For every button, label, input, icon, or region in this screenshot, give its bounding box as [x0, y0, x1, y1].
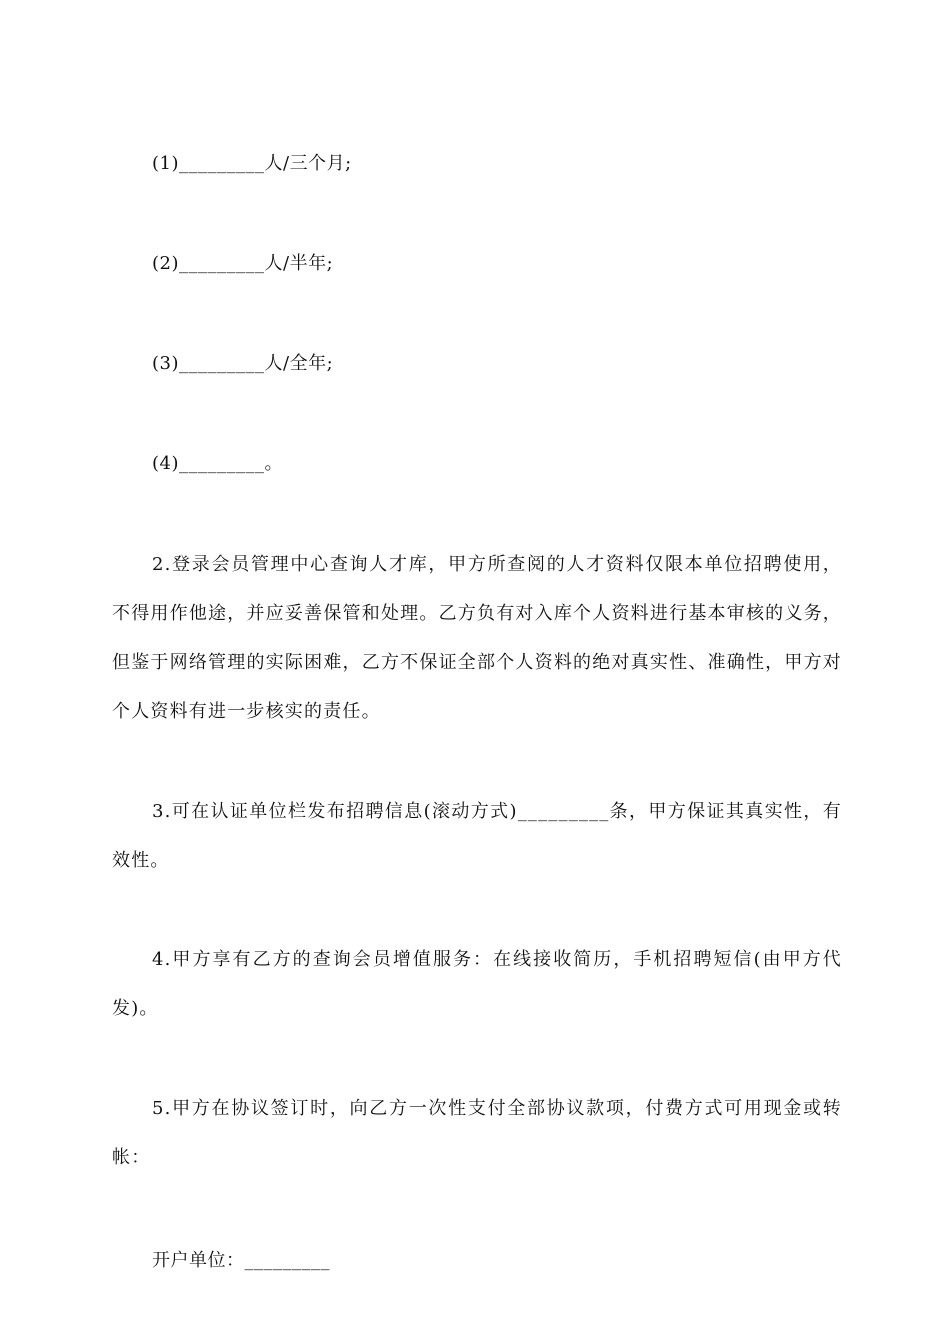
account-holder-blank: _________ [244, 1250, 330, 1271]
account-holder-line [152, 1249, 330, 1273]
item-3-blank: _________ [179, 353, 265, 374]
item-4-suffix: 。 [264, 453, 283, 474]
item-1-suffix: 人/三个月; [264, 153, 352, 174]
paragraph-4: 4.甲方享有乙方的查询会员增值服务：在线接收简历，手机招聘短信(由甲方代发)。 [112, 949, 842, 1019]
item-4-blank: _________ [179, 453, 265, 474]
item-3-prefix: (3) [152, 353, 179, 374]
paragraph-5: 5.甲方在协议签订时，向乙方一次性支付全部协议款项，付费方式可用现金或转帐： [112, 1098, 842, 1168]
item-3-suffix: 人/全年; [264, 353, 334, 374]
item-2-prefix: (2) [152, 253, 179, 274]
item-4-prefix: (4) [152, 453, 179, 474]
item-2 [152, 252, 333, 276]
paragraph-2: 2.登录会员管理中心查询人才库，甲方所查阅的人才资料仅限本单位招聘使用，不得用作他途，并应妥善保管和处理。乙方负有对入库个人资料进行基本审核的义务，但鉴于网络管理的实际困难，乙方不保证全部个人资料的绝对真实性、准确性，甲方对个人资料有进一步核实的责任。 [112, 554, 842, 722]
item-3 [152, 352, 333, 376]
item-2-blank: _________ [179, 253, 265, 274]
item-2-suffix: 人/半年; [264, 253, 334, 274]
item-1 [152, 152, 352, 176]
paragraph-3: 3.可在认证单位栏发布招聘信息(滚动方式)_________条，甲方保证其真实性，有效性。 [112, 801, 842, 871]
item-1-prefix: (1) [152, 153, 179, 174]
account-holder-label: 开户单位： [152, 1250, 245, 1271]
item-4 [152, 452, 283, 476]
item-1-blank: _________ [179, 153, 265, 174]
